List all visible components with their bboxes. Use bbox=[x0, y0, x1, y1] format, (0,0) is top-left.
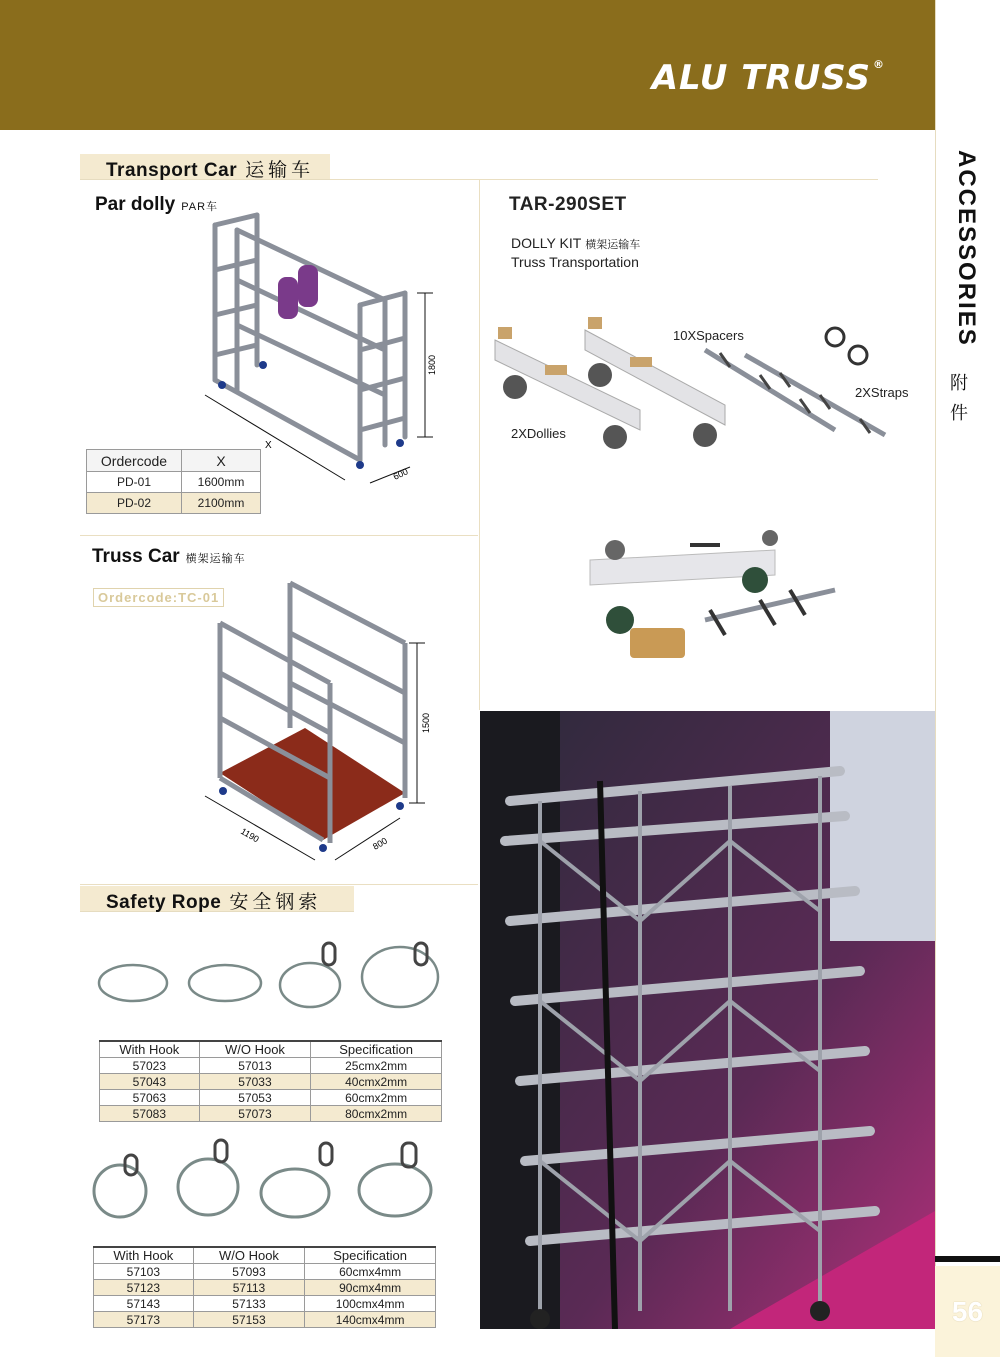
dim-length-label: 1190 bbox=[239, 826, 261, 845]
table-header: Ordercode bbox=[87, 450, 182, 472]
table-cell: 140cmx4mm bbox=[305, 1312, 436, 1328]
table-cell: 60cmx4mm bbox=[305, 1264, 436, 1280]
table-cell: 25cmx2mm bbox=[311, 1058, 442, 1074]
table-row bbox=[100, 1090, 442, 1106]
table-cell: 1600mm bbox=[182, 472, 261, 493]
divider bbox=[80, 535, 478, 536]
column-divider bbox=[479, 180, 480, 710]
dim-depth-label: 800 bbox=[371, 835, 390, 852]
brand-logo: ALU TRUSS ® bbox=[651, 58, 885, 98]
page-number: 56 bbox=[935, 1266, 1000, 1357]
table-cell: 57143 bbox=[94, 1296, 194, 1312]
table-header: W/O Hook bbox=[199, 1041, 311, 1058]
par-dolly-illustration bbox=[195, 205, 445, 490]
safety-rope-4mm-images bbox=[90, 1135, 440, 1225]
table-cell: 57053 bbox=[199, 1090, 311, 1106]
dollies-label: 2XDollies bbox=[511, 426, 566, 441]
par-dolly-table bbox=[86, 449, 261, 514]
truss-car-ordercode: Ordercode:TC-01 bbox=[93, 588, 224, 607]
table-cell: 57123 bbox=[94, 1280, 194, 1296]
table-cell: PD-02 bbox=[87, 493, 182, 514]
straps-label: 2XStraps bbox=[855, 385, 909, 400]
page-tab-line bbox=[935, 1256, 1000, 1262]
table-cell: 57073 bbox=[199, 1106, 311, 1122]
dim-length-label: X bbox=[265, 440, 272, 451]
table-row bbox=[100, 1074, 442, 1090]
table-cell: 57173 bbox=[94, 1312, 194, 1328]
table-cell: 57093 bbox=[193, 1264, 305, 1280]
table-cell: 57083 bbox=[100, 1106, 200, 1122]
dim-depth-label: 600 bbox=[391, 466, 410, 482]
safety-rope-2mm-images bbox=[95, 935, 445, 1015]
table-cell: 57023 bbox=[100, 1058, 200, 1074]
table-header: With Hook bbox=[94, 1247, 194, 1264]
table-cell: 57063 bbox=[100, 1090, 200, 1106]
dolly-kit-assembled-illustration bbox=[585, 520, 850, 670]
table-cell: 90cmx4mm bbox=[305, 1280, 436, 1296]
safety-rope-heading: Safety Rope 安全钢索 bbox=[80, 886, 354, 912]
table-cell: 57033 bbox=[199, 1074, 311, 1090]
table-cell: 80cmx2mm bbox=[311, 1106, 442, 1122]
table-cell: 57133 bbox=[193, 1296, 305, 1312]
table-header: With Hook bbox=[100, 1041, 200, 1058]
side-title: ACCESSORIES bbox=[953, 150, 980, 347]
table-header: Specification bbox=[305, 1247, 436, 1264]
table-cell: 60cmx2mm bbox=[311, 1090, 442, 1106]
table-cell: 57113 bbox=[193, 1280, 305, 1296]
table-cell: 40cmx2mm bbox=[311, 1074, 442, 1090]
table-row bbox=[100, 1058, 442, 1074]
divider bbox=[330, 179, 878, 180]
safety-rope-table-4mm bbox=[93, 1246, 436, 1328]
truss-car-illustration bbox=[195, 578, 445, 863]
spacers-label: 10XSpacers bbox=[673, 328, 744, 343]
divider bbox=[80, 884, 478, 885]
table-header: Specification bbox=[311, 1041, 442, 1058]
side-title-cn: 附件 bbox=[950, 373, 968, 423]
table-row bbox=[94, 1280, 436, 1296]
table-row bbox=[94, 1264, 436, 1280]
transport-car-heading: Transport Car 运输车 bbox=[80, 154, 330, 180]
dim-height-label: 1500 bbox=[421, 712, 431, 733]
truss-car-title: Truss Car 横架运输车 bbox=[92, 546, 246, 567]
table-row bbox=[94, 1312, 436, 1328]
truss-stack-photo bbox=[480, 711, 935, 1329]
table-cell: PD-01 bbox=[87, 472, 182, 493]
table-row bbox=[94, 1296, 436, 1312]
table-cell: 100cmx4mm bbox=[305, 1296, 436, 1312]
table-row bbox=[87, 472, 261, 493]
tar-subtitle: DOLLY KIT 横架运输车 Truss Transportation bbox=[511, 235, 641, 270]
table-cell: 57043 bbox=[100, 1074, 200, 1090]
table-row bbox=[100, 1106, 442, 1122]
table-header: W/O Hook bbox=[193, 1247, 305, 1264]
header-band bbox=[0, 0, 935, 130]
table-cell: 2100mm bbox=[182, 493, 261, 514]
dim-height-label: 1800 bbox=[427, 354, 437, 375]
table-cell: 57103 bbox=[94, 1264, 194, 1280]
table-header: X bbox=[182, 450, 261, 472]
par-dolly-title: Par dolly PAR车 bbox=[95, 194, 219, 215]
safety-rope-table-2mm bbox=[99, 1040, 442, 1122]
table-cell: 57013 bbox=[199, 1058, 311, 1074]
table-cell: 57153 bbox=[193, 1312, 305, 1328]
table-row bbox=[87, 493, 261, 514]
tar-title: TAR-290SET bbox=[509, 194, 627, 215]
